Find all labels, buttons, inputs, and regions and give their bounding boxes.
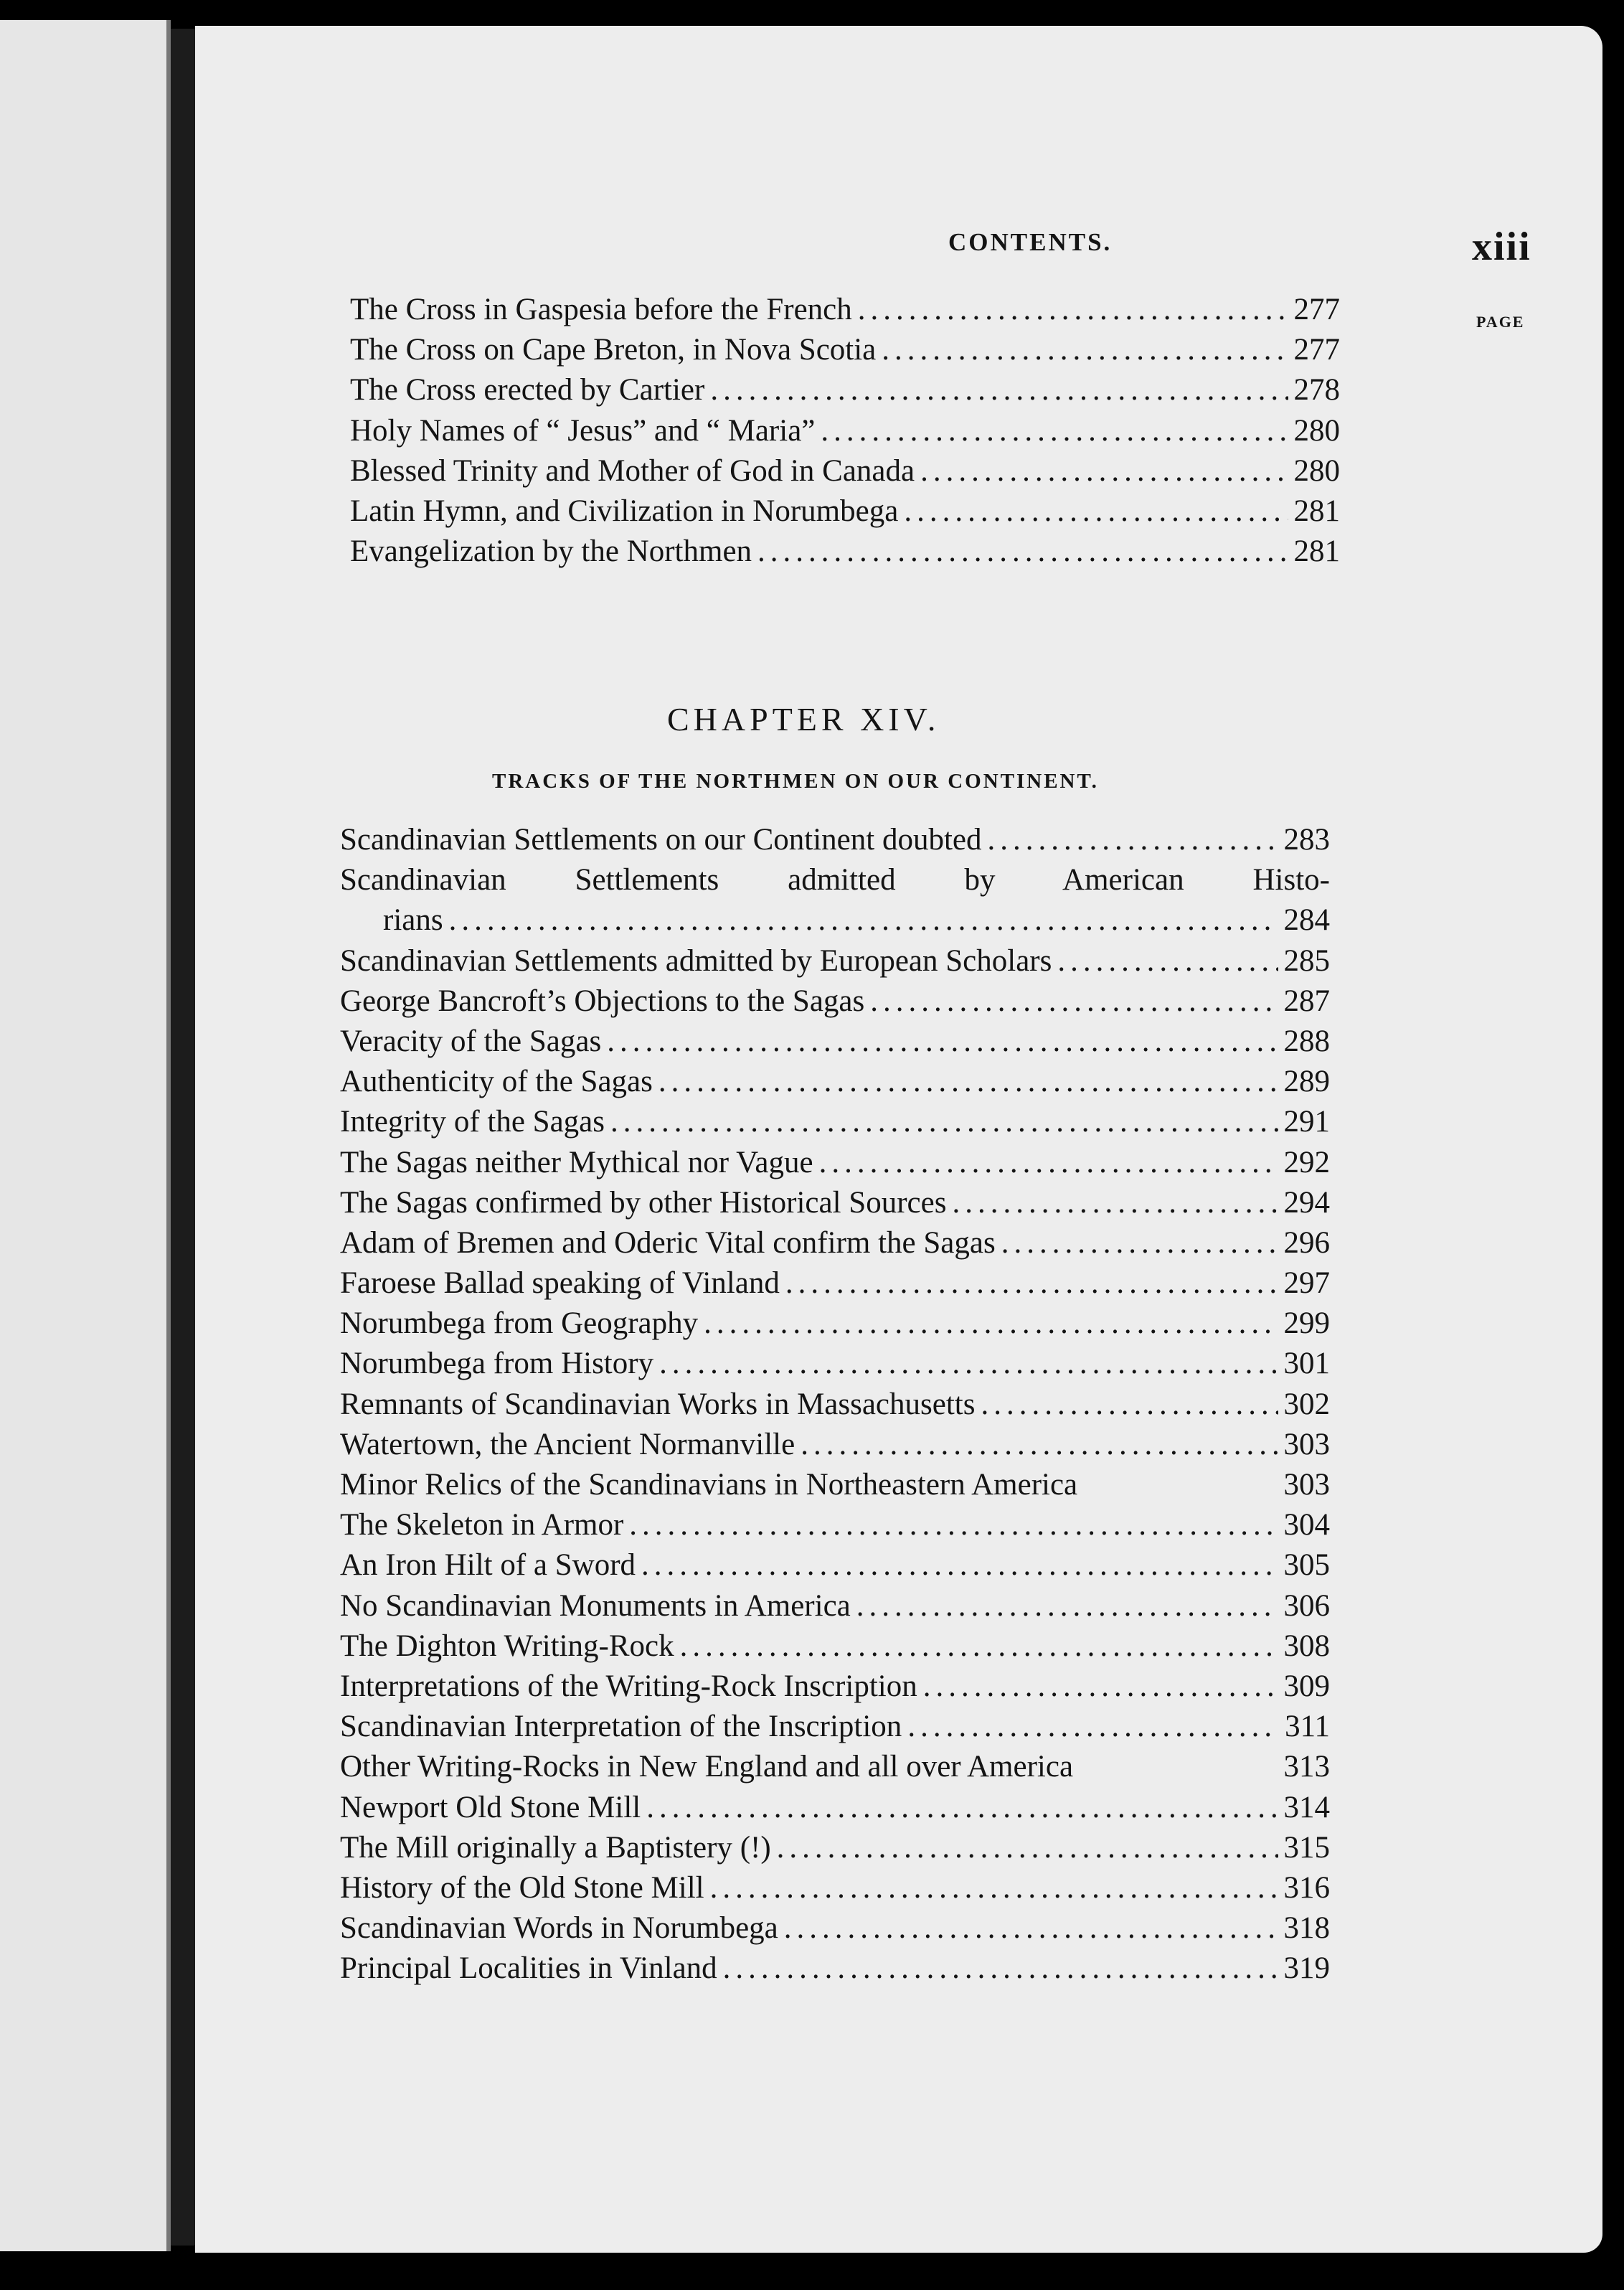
dot-leader <box>819 1143 1278 1183</box>
toc-entry-page: 289 <box>1283 1065 1330 1099</box>
toc-entry-title: Other Writing-Rocks in New England and all over America <box>340 1750 1074 1784</box>
dot-leader <box>658 1062 1278 1102</box>
toc-entry-title: The Mill originally a Baptistery (!) <box>340 1830 771 1865</box>
toc-entry-title: The Sagas confirmed by other Historical Sources <box>340 1185 947 1220</box>
dot-leader <box>870 981 1278 1022</box>
toc-entry <box>350 330 1340 370</box>
toc-entry-title: Integrity of the Sagas <box>340 1105 605 1139</box>
toc-entry <box>340 1828 1330 1868</box>
dot-leader <box>723 1949 1278 1989</box>
toc-entry <box>340 1707 1330 1747</box>
dot-leader <box>785 1263 1278 1304</box>
toc-entry <box>340 1545 1330 1585</box>
toc-entry <box>340 1586 1330 1626</box>
toc-entry-title: Blessed Trinity and Mother of God in Canada <box>350 453 915 488</box>
toc-entry-page: 301 <box>1283 1347 1330 1381</box>
toc-entry-page: 284 <box>1283 903 1330 938</box>
toc-entry <box>340 1949 1330 1989</box>
toc-entry-page: 291 <box>1283 1105 1330 1139</box>
toc-entry-title: History of the Old Stone Mill <box>340 1870 704 1905</box>
toc-entry-page: 280 <box>1293 453 1340 488</box>
toc-entry <box>340 860 1330 941</box>
toc-entry-title: Norumbega from History <box>340 1347 654 1381</box>
toc-entry-page: 283 <box>1283 823 1330 857</box>
dot-leader <box>952 1183 1278 1223</box>
toc-entry <box>340 1425 1330 1465</box>
toc-entry-page: 287 <box>1283 984 1330 1018</box>
toc-entry <box>340 1465 1330 1505</box>
toc-entry-page: 277 <box>1293 293 1340 326</box>
toc-entry <box>350 532 1340 572</box>
toc-entry-title: The Skeleton in Armor <box>340 1508 624 1542</box>
book-binding <box>171 29 195 2246</box>
toc-entry-title: The Cross on Cape Breton, in Nova Scotia <box>350 333 877 367</box>
facing-page-edge <box>0 20 171 2251</box>
toc-entry-title: The Sagas neither Mythical nor Vague <box>340 1145 813 1179</box>
toc-entry <box>340 1143 1330 1183</box>
toc-entry-title-line1: Scandinavian Settlements admitted by American Histo- <box>340 863 1330 897</box>
toc-entry-title: Scandinavian Settlements on our Continent doubted <box>340 823 982 857</box>
toc-entry-page: 280 <box>1293 413 1340 448</box>
dot-leader <box>882 330 1288 370</box>
chapter-subtitle: TRACKS OF THE NORTHMEN ON OUR CONTINENT. <box>492 770 1099 793</box>
toc-entry <box>340 1747 1330 1787</box>
chapter-heading: CHAPTER XIV. <box>667 701 940 738</box>
dot-leader <box>704 1304 1278 1344</box>
toc-entry-page: 309 <box>1283 1669 1330 1703</box>
toc-entry-title: An Iron Hilt of a Sword <box>340 1548 636 1583</box>
toc-entry-title: Remnants of Scandinavian Works in Massachusetts <box>340 1387 976 1421</box>
toc-entry <box>350 451 1340 491</box>
toc-entry <box>340 1908 1330 1949</box>
toc-entry <box>340 1022 1330 1062</box>
toc-entry <box>340 1505 1330 1545</box>
toc-entry-title: Scandinavian Words in Norumbega <box>340 1911 778 1946</box>
toc-entry-page: 303 <box>1283 1427 1330 1461</box>
toc-entry-page: 299 <box>1283 1306 1330 1341</box>
toc-entry-page: 303 <box>1283 1468 1330 1502</box>
toc-entry-page: 281 <box>1293 534 1340 569</box>
toc-entry-title: Newport Old Stone Mill <box>340 1790 641 1824</box>
dot-leader <box>1001 1223 1278 1263</box>
toc-entry-page: 314 <box>1283 1790 1330 1824</box>
toc-entry <box>340 1385 1330 1425</box>
toc-entry-page: 315 <box>1283 1830 1330 1865</box>
toc-entry-page: 297 <box>1283 1266 1330 1301</box>
toc-entry-page: 319 <box>1283 1951 1330 1986</box>
dot-leader <box>981 1385 1278 1425</box>
toc-entry-title: Scandinavian Interpretation of the Inscription <box>340 1710 902 1744</box>
toc-entry-page: 305 <box>1283 1548 1330 1583</box>
toc-entry-title: Minor Relics of the Scandinavians in Northeastern America <box>340 1468 1078 1502</box>
dot-leader <box>1057 941 1278 981</box>
toc-entry <box>340 1223 1330 1263</box>
toc-entry-title: Faroese Ballad speaking of Vinland <box>340 1266 780 1301</box>
toc-entry-title: Principal Localities in Vinland <box>340 1951 717 1986</box>
chapter-contents-list <box>340 820 1330 1989</box>
dot-leader <box>710 1868 1278 1908</box>
dot-leader <box>858 290 1288 330</box>
dot-leader <box>777 1828 1278 1868</box>
toc-entry-page: 294 <box>1283 1185 1330 1220</box>
toc-entry <box>350 290 1340 330</box>
dot-leader <box>988 820 1278 860</box>
toc-entry-page: 296 <box>1283 1225 1330 1260</box>
dot-leader <box>821 411 1288 451</box>
toc-entry-page: 285 <box>1283 943 1330 978</box>
toc-entry <box>340 820 1330 860</box>
toc-entry-line2 <box>340 900 1330 941</box>
toc-entry-title: The Cross erected by Cartier <box>350 373 705 407</box>
contents-list-continued <box>350 290 1340 572</box>
toc-entry-page: 281 <box>1293 494 1340 528</box>
dot-leader <box>449 900 1278 941</box>
dot-leader <box>904 491 1288 532</box>
dot-leader <box>610 1102 1278 1142</box>
toc-entry-title: Authenticity of the Sagas <box>340 1065 653 1099</box>
toc-entry <box>350 411 1340 451</box>
dot-leader <box>801 1425 1278 1465</box>
toc-entry <box>350 491 1340 532</box>
dot-leader <box>646 1788 1278 1828</box>
toc-entry-title: Veracity of the Sagas <box>340 1024 602 1058</box>
toc-entry <box>340 1102 1330 1142</box>
dot-leader <box>757 532 1288 572</box>
toc-entry-page: 277 <box>1293 333 1340 367</box>
toc-entry-page: 288 <box>1283 1024 1330 1058</box>
toc-entry <box>340 941 1330 981</box>
toc-entry-title: Scandinavian Settlements admitted by European Scholars <box>340 943 1052 978</box>
toc-entry <box>340 1788 1330 1828</box>
toc-entry-page: 308 <box>1283 1629 1330 1663</box>
toc-entry <box>350 370 1340 410</box>
toc-entry <box>340 1062 1330 1102</box>
running-head: CONTENTS. <box>948 228 1113 256</box>
toc-entry-title: Holy Names of “ Jesus” and “ Maria” <box>350 413 816 448</box>
dot-leader <box>923 1667 1278 1707</box>
toc-entry-page: 278 <box>1293 373 1340 407</box>
toc-entry <box>340 981 1330 1022</box>
toc-entry-title: Interpretations of the Writing-Rock Inscription <box>340 1669 917 1703</box>
toc-entry <box>340 1263 1330 1304</box>
dot-leader <box>856 1586 1278 1626</box>
toc-entry-page: 311 <box>1285 1710 1330 1744</box>
toc-entry <box>340 1626 1330 1667</box>
toc-entry-page: 306 <box>1283 1588 1330 1623</box>
toc-entry-title: Evangelization by the Northmen <box>350 534 752 569</box>
dot-leader <box>710 370 1288 410</box>
toc-entry-title-line2: rians <box>383 903 443 938</box>
dot-leader <box>629 1505 1278 1545</box>
page-number: xiii <box>1472 225 1531 269</box>
toc-entry <box>340 1667 1330 1707</box>
toc-entry-title: Latin Hymn, and Civilization in Norumbega <box>350 494 899 528</box>
dot-leader <box>680 1626 1278 1667</box>
dot-leader <box>907 1707 1279 1747</box>
toc-entry-page: 316 <box>1283 1870 1330 1905</box>
toc-entry-page: 304 <box>1283 1508 1330 1542</box>
toc-entry-title: Norumbega from Geography <box>340 1306 699 1341</box>
toc-entry-title: Adam of Bremen and Oderic Vital confirm the Sagas <box>340 1225 996 1260</box>
dot-leader <box>920 451 1288 491</box>
toc-entry-title: No Scandinavian Monuments in America <box>340 1588 851 1623</box>
toc-entry-page: 313 <box>1283 1750 1330 1784</box>
toc-entry-page: 318 <box>1283 1911 1330 1946</box>
toc-entry <box>340 1344 1330 1384</box>
toc-entry-page: 292 <box>1283 1145 1330 1179</box>
toc-entry <box>340 1304 1330 1344</box>
toc-entry-title: The Cross in Gaspesia before the French <box>350 293 852 326</box>
page-column-label: PAGE <box>1476 313 1525 331</box>
toc-entry-title: Watertown, the Ancient Normanville <box>340 1427 796 1461</box>
dot-leader <box>784 1908 1278 1949</box>
dot-leader <box>641 1545 1278 1585</box>
toc-entry <box>340 1868 1330 1908</box>
dot-leader <box>659 1344 1278 1384</box>
dot-leader <box>607 1022 1278 1062</box>
toc-entry-title: George Bancroft’s Objections to the Sagas <box>340 984 865 1018</box>
toc-entry-title: The Dighton Writing-Rock <box>340 1629 674 1663</box>
toc-entry <box>340 1183 1330 1223</box>
toc-entry-page: 302 <box>1283 1387 1330 1421</box>
